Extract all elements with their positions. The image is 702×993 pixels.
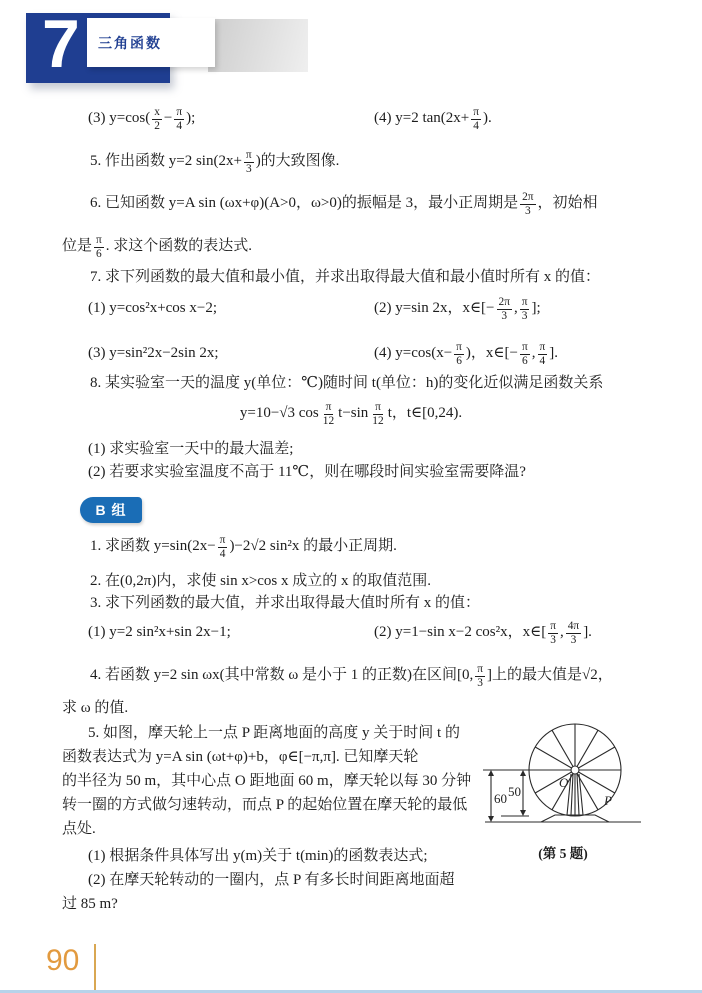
problem-b4-line2: 求 ω 的值. (62, 700, 129, 716)
problem-a6-line1: 6. 已知函数 y=A sin (ωx+φ)(A>0，ω>0)的振幅是 3，最小正周期是 $\frac{2\pi}{3}$ ，初始相 (90, 190, 598, 217)
problem-a8-heading: 8. 某实验室一天的温度 y(单位：℃)随时间 t(单位：h)的变化近似满足函数关系 (90, 375, 604, 391)
problem-b3-heading: 3. 求下列函数的最大值，并求出取得最大值时所有 x 的值： (90, 595, 481, 611)
problem-a7-item3: (3) y=sin²2x−2sin 2x; (88, 345, 219, 362)
chapter-header-gray-box (208, 19, 308, 72)
problem-b3-item2: (2) y=1−sin x−2 cos²x，x∈[ $\frac{\pi}{3}$ , $\frac{4\pi}{3}$ ]. (374, 619, 592, 646)
problem-a4-item4: (4) y=2 tan(2x+ $\frac{\pi}{4}$ ). (374, 105, 492, 132)
problem-b5-line4: 转一圈的方式做匀速转动，而点 P 的起始位置在摩天轮的最低 (62, 797, 468, 813)
problem-a8-formula: y=10−√3 cos $\frac{\pi}{12}$ t−sin $\frac{\pi}{12}$ t，t∈[0,24). (239, 400, 463, 427)
problem-a5: 5. 作出函数 y=2 sin(2x+ $\frac{\pi}{3}$ )的大致图像. (90, 148, 340, 175)
problem-a4-item3: (3) y=cos( $\frac{x}{2}$ − $\frac{\pi}{4}$ ); (88, 105, 196, 132)
problem-b5-line5: 点处. (62, 821, 96, 837)
chapter-title: 三角函数 (98, 34, 162, 51)
problem-b5-line1: 5. 如图，摩天轮上一点 P 距离地面的高度 y 关于时间 t 的 (88, 725, 460, 741)
problem-a7-item4: (4) y=cos(x− $\frac{\pi}{6}$ )，x∈[− $\frac{\pi}{6}$ , $\frac{\pi}{4}$ ]. (374, 340, 559, 367)
problem-b5-q1: (1) 根据条件具体写出 y(m)关于 t(min)的函数表达式; (88, 848, 428, 864)
problem-b5-q2-line2: 过 85 m? (62, 896, 118, 912)
problem-b5-line3: 的半径为 50 m，其中心点 O 距地面 60 m，摩天轮以每 30 分钟 (62, 773, 472, 789)
problem-a8-q1: (1) 求实验室一天中的最大温差; (88, 441, 294, 457)
problem-b5-line2: 函数表达式为 y=A sin (ωt+φ)+b，φ∈[−π,π]. 已知摩天轮 (62, 749, 419, 765)
problem-b1: 1. 求函数 y=sin(2x− $\frac{\pi}{4}$ )−2√2 sin²x 的最小正周期. (90, 533, 397, 560)
group-b-badge: B 组 (80, 497, 142, 523)
figure-caption: (第 5 题) (538, 846, 588, 861)
problem-b4-line1: 4. 若函数 y=2 sin ωx(其中常数 ω 是小于 1 的正数)在区间[0, $\frac{\pi}{3}$ ]上的最大值是√2， (90, 662, 613, 689)
problem-a6-line2: 位是 $\frac{\pi}{6}$ . 求这个函数的表达式. (62, 233, 253, 260)
problem-a7-item2: (2) y=sin 2x，x∈[− $\frac{2\pi}{3}$ , $\frac{\pi}{3}$ ]; (374, 295, 541, 322)
problem-a8-q2: (2) 若要求实验室温度不高于 11℃，则在哪段时间实验室需要降温? (88, 464, 526, 480)
page-number: 90 (46, 944, 80, 977)
point-label-P: P (604, 793, 612, 808)
problem-b3-item1: (1) y=2 sin²x+sin 2x−1; (88, 624, 231, 641)
ferris-wheel-figure (483, 710, 643, 838)
problem-a7-heading: 7. 求下列函数的最大值和最小值，并求出取得最大值和最小值时所有 x 的值： (90, 269, 601, 285)
problem-b5-q2-line1: (2) 在摩天轮转动的一圈内，点 P 有多长时间距离地面超 (88, 872, 455, 888)
page-number-rule (94, 944, 96, 993)
chapter-header-title-box (87, 18, 215, 67)
problem-a7-item1: (1) y=cos²x+cos x−2; (88, 300, 218, 317)
chapter-number: 7 (42, 6, 80, 82)
problem-b2: 2. 在(0,2π)内，求使 sin x>cos x 成立的 x 的取值范围. (90, 573, 432, 589)
wheel-hub (571, 766, 579, 774)
center-label-O: O (559, 775, 569, 790)
dim-label-50: 50 (508, 784, 521, 799)
dim-label-60: 60 (494, 791, 507, 806)
